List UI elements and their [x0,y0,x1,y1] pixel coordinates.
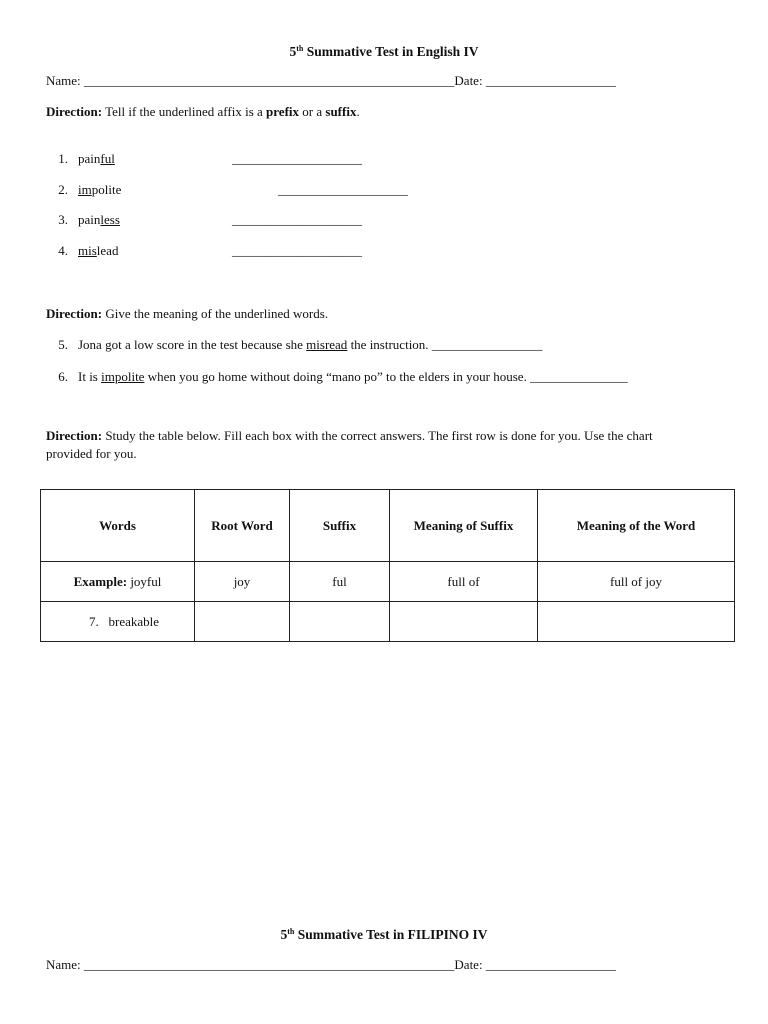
answer-blank[interactable]: ____________________ [232,243,362,258]
name-date-line [46,73,616,89]
list-item [46,151,115,167]
answer-blank[interactable]: ____________________ [232,151,362,166]
title-text: Summative Test in English IV [303,44,479,59]
name-field[interactable]: _________________________________________________________ [83,73,455,88]
item-word: lead [96,243,119,258]
table-cell [41,602,195,642]
table-header-row [41,490,735,562]
answer-cell[interactable] [290,602,390,642]
example-label: Example: [73,573,128,589]
item-sentence: It is [78,369,102,384]
title-number: 5 [289,44,297,59]
underlined-word: misread [306,337,348,352]
direction-text: Give the meaning of the underlined words. [102,306,329,321]
list-item [46,212,120,228]
date-label: Date: [454,957,486,972]
item-word: pain [78,212,101,227]
list-item [46,182,121,198]
table-cell: full of [390,562,538,602]
direction-label: Direction: [46,104,103,119]
direction-text: or a [299,104,326,119]
direction-affix [46,104,360,120]
direction-text-line2: provided for you. [46,446,137,461]
name-label: Name: [46,957,84,972]
name-date-line [46,957,616,973]
underlined-affix: im [78,182,92,197]
item-sentence: Jona got a low score in the test because she [78,337,307,352]
answer-cell[interactable] [538,602,735,642]
direction-text: . [356,104,360,119]
list-item [46,369,628,385]
page-title-english [0,44,768,60]
underlined-affix: less [100,212,120,227]
answer-blank[interactable]: ____________________ [232,212,362,227]
column-header: Meaning of the Word [538,490,735,562]
name-label: Name: [46,73,84,88]
column-header: Meaning of Suffix [390,490,538,562]
answer-table [40,489,735,642]
table-cell: joy [195,562,290,602]
title-text: Summative Test in FILIPINO IV [294,927,488,942]
table-cell [41,562,195,602]
date-field[interactable]: ____________________ [485,957,616,972]
item-word: breakable [108,613,160,629]
underlined-word: impolite [101,369,145,384]
item-sentence: the instruction. [347,337,432,352]
table-row [41,602,735,642]
direction-meaning [46,306,328,322]
item-number: 7. [89,613,99,629]
item-word: pain [78,151,101,166]
item-number: 2. [58,182,68,197]
column-header: Suffix [290,490,390,562]
item-number: 6. [58,369,68,384]
example-word: joyful [127,573,162,589]
table-row [41,562,735,602]
direction-label: Direction: [46,428,103,443]
item-number: 1. [58,151,68,166]
item-word: polite [91,182,122,197]
name-field[interactable]: _________________________________________________________ [83,957,455,972]
direction-text: Tell if the underlined affix is a [102,104,267,119]
title-superscript: th [296,44,304,53]
answer-blank[interactable]: ____________________ [278,182,408,197]
suffix-word: suffix [325,104,357,119]
date-field[interactable]: ____________________ [485,73,616,88]
item-number: 5. [58,337,68,352]
list-item [46,243,118,259]
answer-cell[interactable] [390,602,538,642]
underlined-affix: mis [78,243,97,258]
page-title-filipino [0,927,768,943]
list-item [46,337,542,353]
direction-label: Direction: [46,306,103,321]
column-header: Words [41,490,195,562]
title-number: 5 [280,927,288,942]
answer-blank[interactable]: _______________ [530,369,628,384]
answer-blank[interactable]: _________________ [431,337,543,352]
direction-table [46,428,653,444]
prefix-word: prefix [266,104,300,119]
item-sentence: when you go home without doing “mano po” to the elders in your house. [144,369,531,384]
table-cell: full of joy [538,562,735,602]
table-cell: ful [290,562,390,602]
title-superscript: th [287,927,295,936]
item-number: 4. [58,243,68,258]
answer-cell[interactable] [195,602,290,642]
column-header: Root Word [195,490,290,562]
item-number: 3. [58,212,68,227]
direction-text: Study the table below. Fill each box with the correct answers. The first row is done for you. Use the chart [102,428,653,443]
date-label: Date: [454,73,486,88]
underlined-affix: ful [100,151,115,166]
